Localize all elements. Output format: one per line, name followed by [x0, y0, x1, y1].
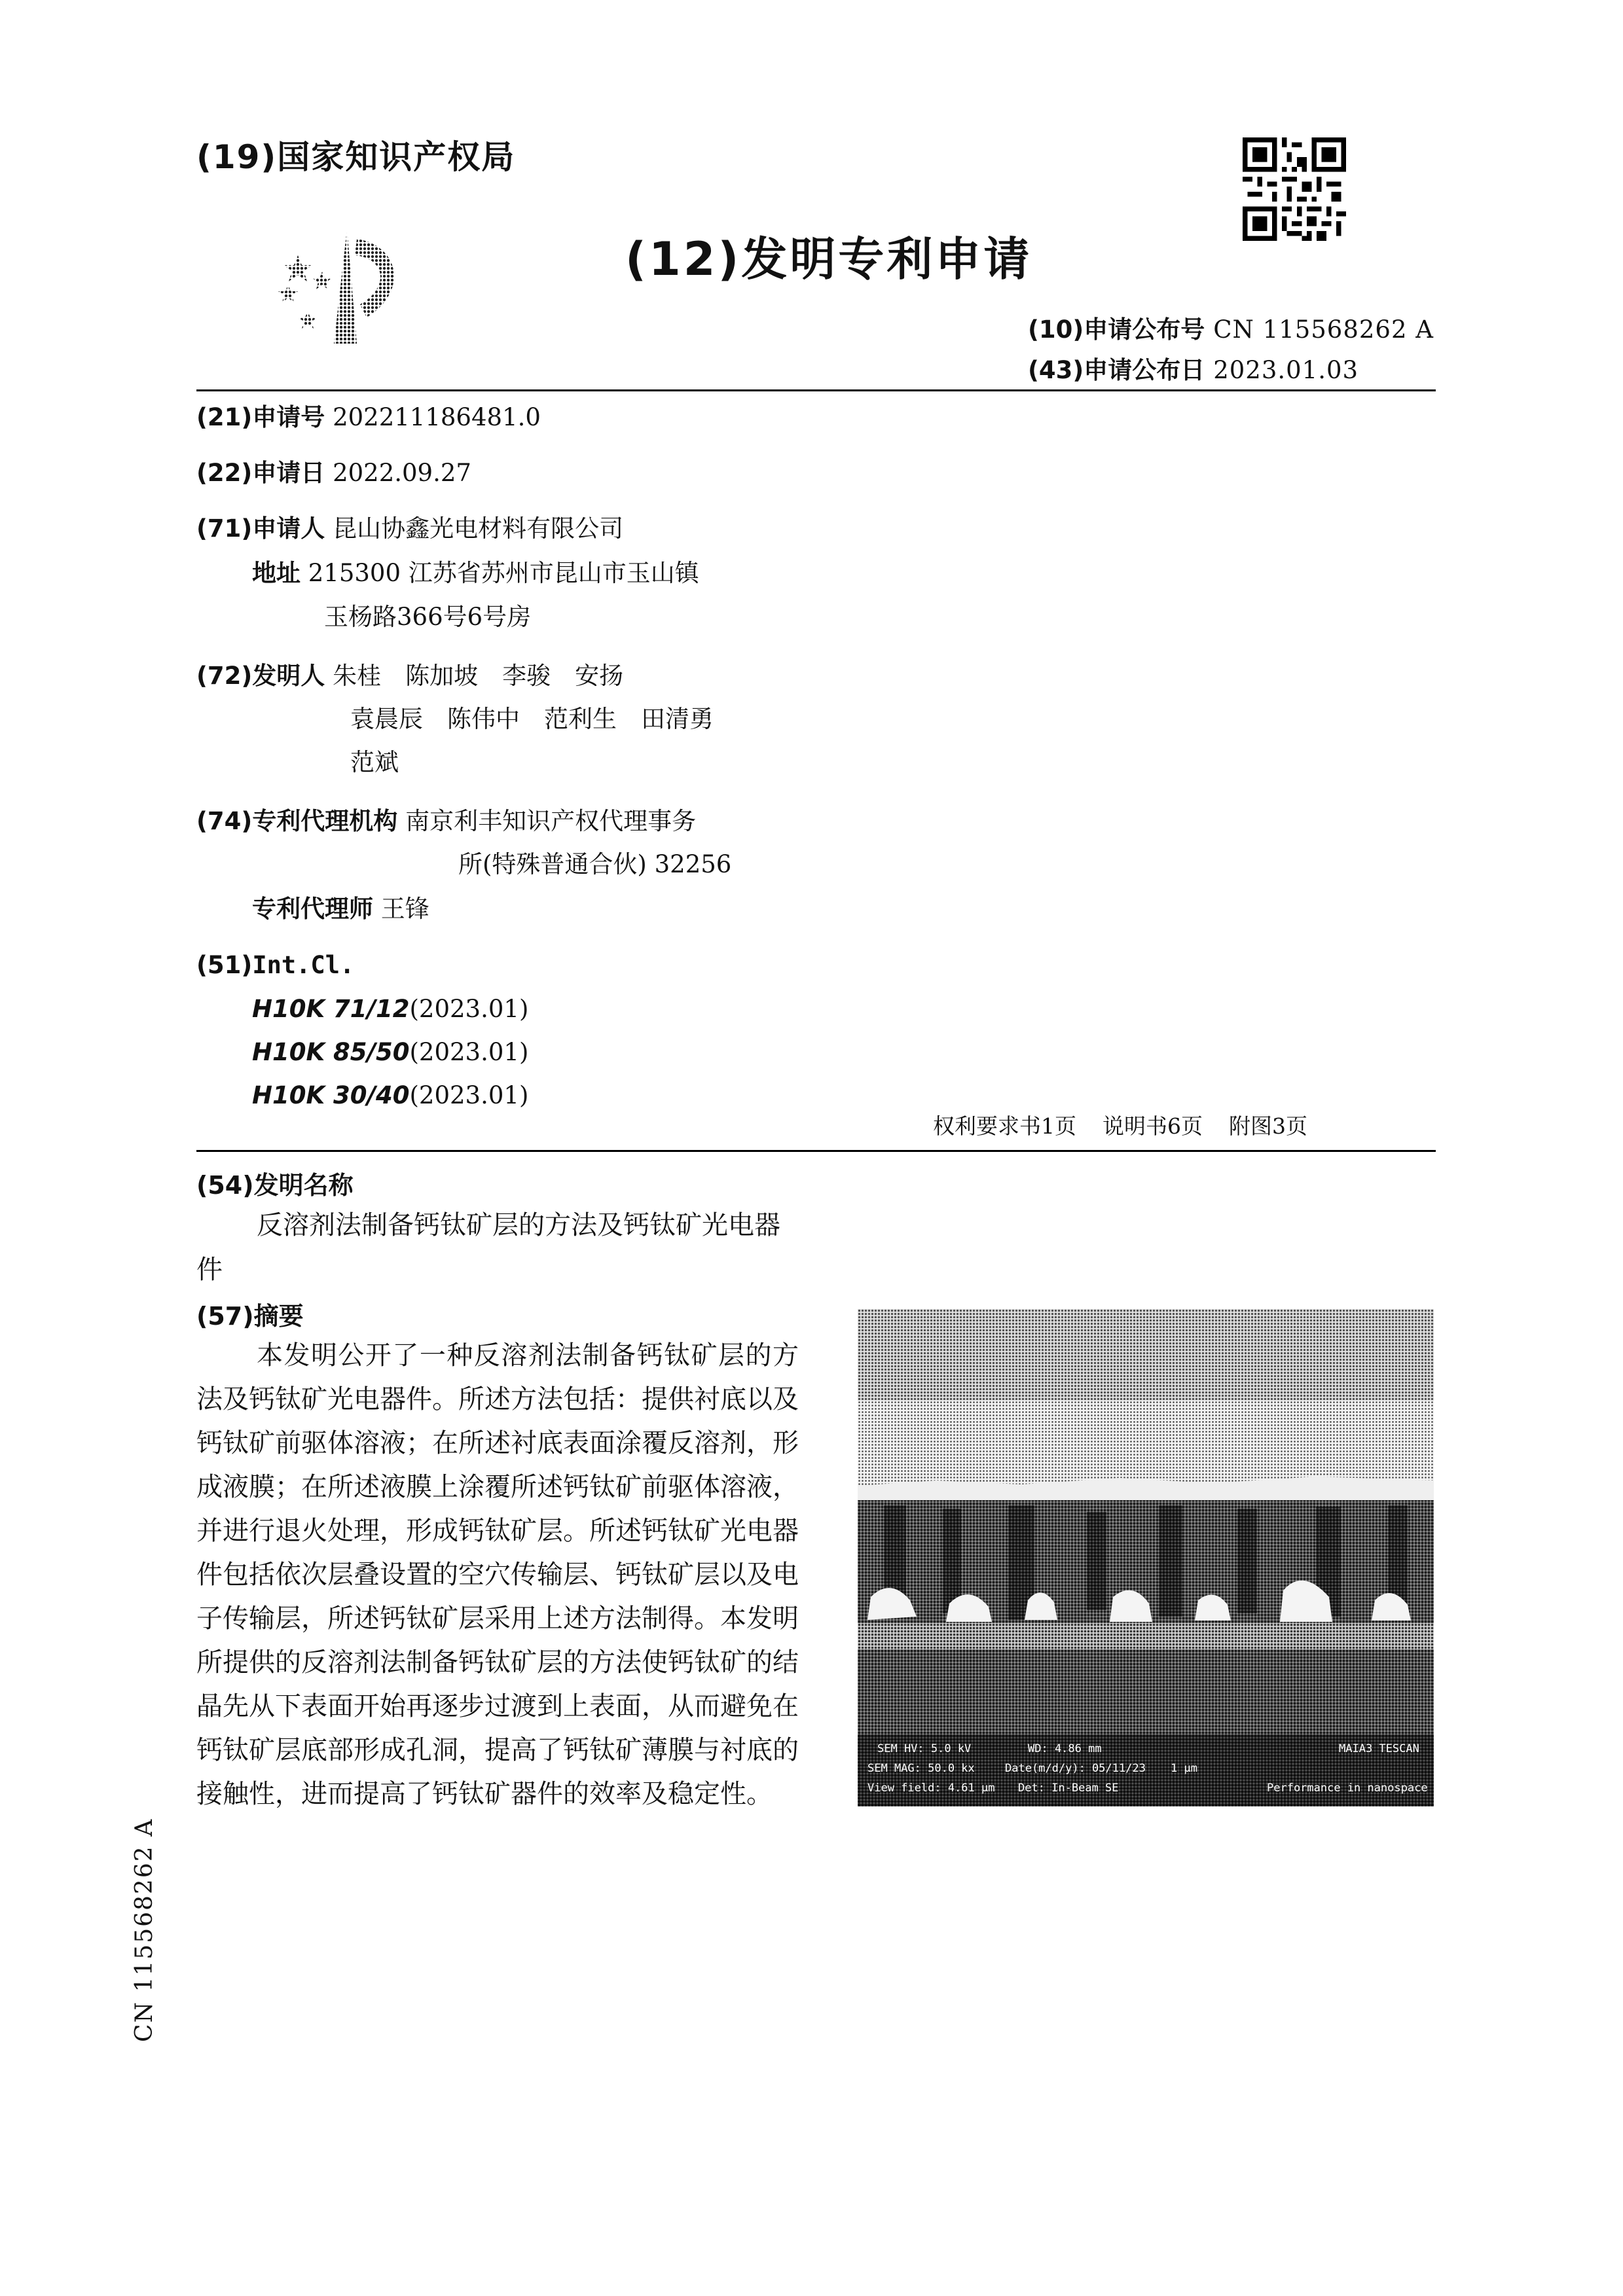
ipc-class: H10K 85/50(2023.01) — [252, 1038, 529, 1066]
page-counts — [933, 1109, 1334, 1140]
sem-cross-section-image: SEM HV: 5.0 kV WD: 4.86 mm MAIA3 TESCAN SEM MAG: 50.0 kx Date(m/d/y): 05/11/23 1 μm View field: 4.61 μm Det: In-Beam SE Performance in nanospace — [858, 1309, 1434, 1806]
side-publication-number: CN 115568262 A — [131, 1818, 158, 2042]
abstract-text: 本发明公开了一种反溶剂法制备钙钛矿层的方法及钙钛矿光电器件。所述方法包括：提供衬底以及钙钛矿前驱体溶液；在所述衬底表面涂覆反溶剂，形成液膜；在所述液膜上涂覆所述钙钛矿前驱体溶液，并进行退火处理，形成钙钛矿层。所述钙钛矿光电器件包括依次层叠设置的空穴传输层、钙钛矿层以及电子传输层，所述钙钛矿层采用上述方法制得。本发明所提供的反溶剂法制备钙钛矿层的方法使钙钛矿的结晶先从下表面开始再逐步过渡到上表面，从而避免在钙钛矿层底部形成孔洞，提高了钙钛矿薄膜与衬底的接触性，进而提高了钙钛矿器件的效率及稳定性。 — [196, 1340, 799, 1809]
ipc-class: H10K 71/12(2023.01) — [252, 995, 529, 1023]
qr-code-icon — [1243, 137, 1346, 241]
application-date: (22)申请日 2022.09.27 — [196, 459, 471, 487]
patent-agency-line2: 所(特殊普通合伙) 32256 — [458, 850, 732, 878]
pub-number-row — [1028, 310, 1434, 345]
title-heading: (54)发明名称 — [196, 1171, 354, 1200]
drawings-pages: 附图3页 — [1229, 1113, 1307, 1139]
patent-agent: 专利代理师 王锋 — [252, 895, 429, 923]
pub-date-row — [1028, 350, 1359, 386]
sem-micrograph — [858, 1309, 1434, 1806]
document-type: (12)发明专利申请 — [625, 232, 1032, 286]
pub-number-label: (10)申请公布号 — [1028, 315, 1205, 344]
inventors-line2: 袁晨辰 陈伟中 范利生 田清勇 — [350, 705, 714, 733]
inventors: (72)发明人 朱桂 陈加坡 李骏 安扬 — [196, 662, 624, 690]
office-name: (19)国家知识产权局 — [196, 138, 516, 176]
pub-date-label: (43)申请公布日 — [1028, 356, 1205, 384]
description-pages: 说明书6页 — [1103, 1113, 1203, 1139]
application-number: (21)申请号 202211186481.0 — [196, 403, 541, 431]
patent-agency: (74)专利代理机构 南京利丰知识产权代理事务 — [196, 807, 697, 835]
claims-pages: 权利要求书1页 — [933, 1113, 1076, 1139]
invention-title: 反溶剂法制备钙钛矿层的方法及钙钛矿光电器件 — [196, 1210, 780, 1285]
ipc-class: H10K 30/40(2023.01) — [252, 1081, 529, 1109]
cnipa-emblem-icon — [268, 219, 426, 350]
abstract-heading: (57)摘要 — [196, 1302, 304, 1331]
address-line2: 玉杨路366号6号房 — [324, 603, 532, 631]
header-divider — [196, 389, 1436, 391]
applicant: (71)申请人 昆山协鑫光电材料有限公司 — [196, 514, 624, 543]
inventors-line3: 范斌 — [350, 748, 399, 776]
pub-date: 2023.01.03 — [1213, 356, 1359, 384]
int-cl: (51)Int.Cl. — [196, 951, 355, 979]
pub-number: CN 115568262 A — [1213, 315, 1434, 344]
section-divider — [196, 1150, 1436, 1152]
address: 地址 215300 江苏省苏州市昆山市玉山镇 — [252, 559, 699, 587]
